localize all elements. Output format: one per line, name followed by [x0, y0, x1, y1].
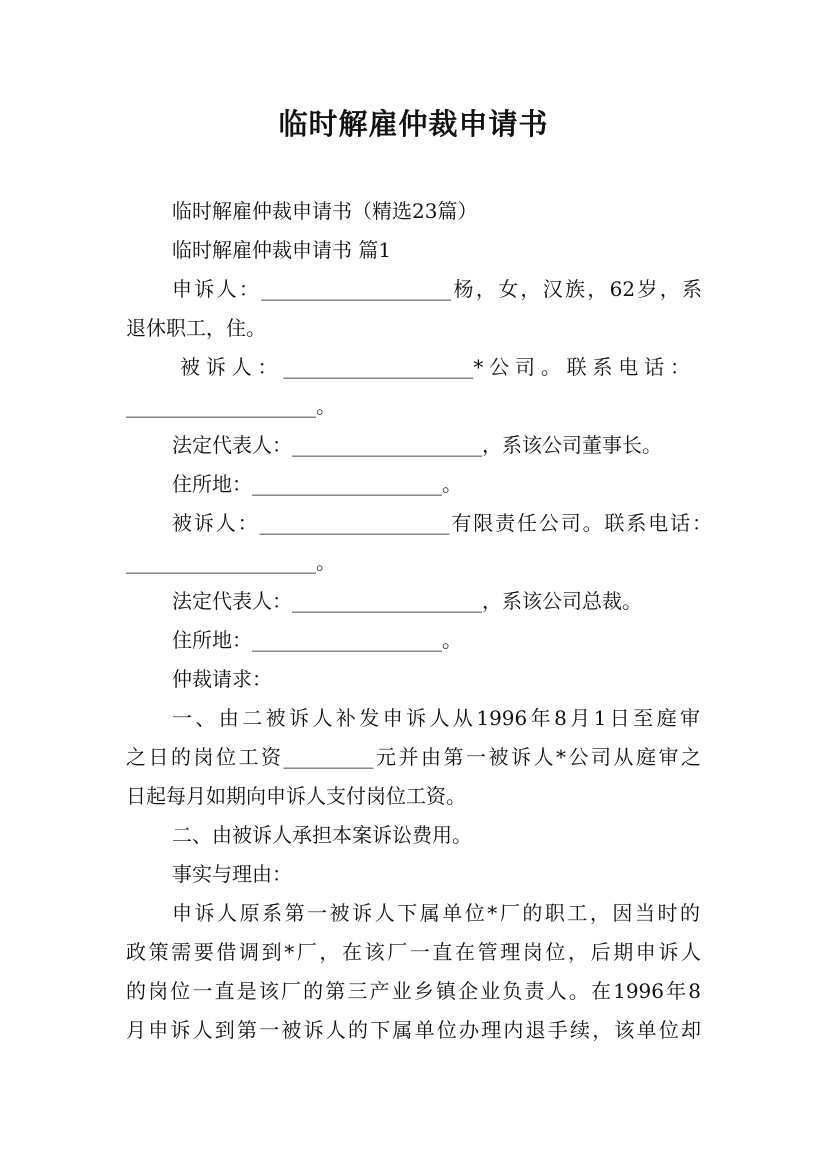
paragraph-line: 申诉人原系第一被诉人下属单位*厂的职工，因当时的 — [172, 901, 700, 925]
paragraph-line: 之日的岗位工资_________元并由第一被诉人*公司从庭审之 — [126, 745, 701, 769]
paragraph-line: 法定代表人：___________________，系该公司总裁。 — [172, 589, 642, 613]
paragraph-line: 二、由被诉人承担本案诉讼费用。 — [172, 823, 472, 847]
paragraph-line: 政策需要借调到*厂，在该厂一直在管理岗位，后期申诉人 — [126, 940, 701, 964]
section-heading: 仲裁请求： — [172, 667, 272, 691]
paragraph-line: 申诉人：___________________杨，女，汉族，62岁，系 — [172, 277, 702, 301]
paragraph-line: ___________________。 — [126, 550, 336, 574]
subtitle-line: 临时解雇仲裁申请书（精选23篇） — [172, 199, 478, 223]
paragraph-line: 住所地：___________________。 — [172, 472, 462, 496]
paragraph-line: ___________________。 — [126, 394, 336, 418]
paragraph-line: 被诉人：___________________有限责任公司。联系电话： — [172, 511, 712, 535]
section-heading: 事实与理由： — [172, 862, 292, 886]
paragraph-line: 一、由二被诉人补发申诉人从1996年8月1日至庭审 — [172, 706, 700, 730]
paragraph-line: 住所地：___________________。 — [172, 628, 462, 652]
paragraph-line: 日起每月如期向申诉人支付岗位工资。 — [126, 784, 466, 808]
section-heading: 临时解雇仲裁申请书 篇1 — [172, 238, 392, 262]
document-title: 临时解雇仲裁申请书 — [278, 107, 549, 141]
paragraph-line: 被诉人：___________________*公司。联系电话： — [180, 355, 690, 379]
paragraph-line: 的岗位一直是该厂的第三产业乡镇企业负责人。在1996年8 — [126, 979, 701, 1003]
paragraph-line: 退休职工，住。 — [126, 316, 266, 340]
paragraph-line: 月申诉人到第一被诉人的下属单位办理内退手续，该单位却 — [126, 1018, 701, 1042]
paragraph-line: 法定代表人：___________________，系该公司董事长。 — [172, 433, 662, 457]
